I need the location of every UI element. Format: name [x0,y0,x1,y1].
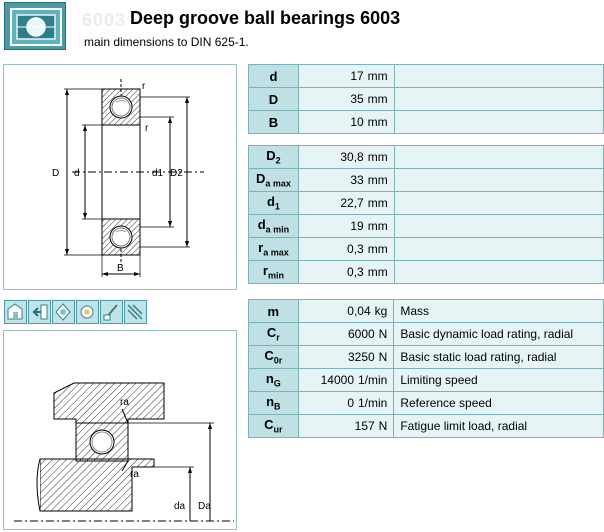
symbol-text: m [267,303,280,319]
value-text: 35 [350,92,364,106]
symbol-text: D [255,171,266,187]
value-text: 157 [354,419,375,433]
symbol-cell [249,192,299,215]
value-cell [298,146,394,169]
symbol-subscript: r [276,332,280,343]
description-cell: Mass [394,300,604,323]
symbol-text: d [266,194,275,210]
label-B: B [117,263,124,274]
rating-row [249,392,604,415]
value-text: 17 [350,69,364,83]
symbol-cell [249,238,299,261]
symbol-cell [249,169,299,192]
value-text: 0,04 [347,304,371,318]
value-cell [298,65,394,88]
unit-text: mm [367,92,388,106]
mounting-icon[interactable] [100,300,123,324]
value-text: 10 [350,115,364,129]
symbol-subscript: B [274,401,281,412]
unit-text: N [378,327,388,341]
symbol-subscript: a max [263,247,289,258]
symbol-subscript: G [273,378,281,389]
page-title: Deep groove ball bearings 6003 [130,8,401,28]
bearing-section-drawing [4,65,236,289]
label-Da: Da [198,501,211,512]
description-cell [394,192,603,215]
rating-row [249,300,604,323]
symbol-text: C [264,417,274,433]
symbol-subscript: 1 [274,201,280,212]
value-cell [298,323,394,346]
unit-text: mm [367,196,388,210]
value-cell [298,192,394,215]
bearing-logo-icon [5,3,67,51]
description-cell [394,111,603,134]
value-cell [298,238,394,261]
symbol-subscript: a max [265,178,291,189]
description-cell: Fatigue limit load, radial [394,415,604,438]
symbol-text: n [265,371,274,387]
unit-text: N [378,419,388,433]
symbol-cell [249,111,299,134]
unit-text: mm [367,115,388,129]
other-dimension-row [249,192,604,215]
rating-row [249,369,604,392]
description-cell [394,238,603,261]
symbol-cell [249,300,299,323]
value-text: 22,7 [340,196,364,210]
symbol-cell [249,65,299,88]
symbol-cell [249,215,299,238]
value-text: 0,3 [347,242,364,256]
value-text: 6000 [347,327,375,341]
symbol-cell [249,323,299,346]
label-D: D [52,168,60,179]
value-cell [298,300,394,323]
ratings-table [248,299,604,438]
symbol-text: r [262,263,268,279]
symbol-cell [249,146,299,169]
symbol-text: D [268,91,279,107]
label-d: d [74,168,80,179]
rating-row [249,323,604,346]
value-text: 3250 [347,350,375,364]
label-ra-top: ra [120,397,129,408]
description-cell: Reference speed [394,392,604,415]
other-dimensions-table [248,145,604,284]
value-text: 33 [350,173,364,187]
label-d1: d1 [152,168,164,179]
description-cell: Limiting speed [394,369,604,392]
main-dimension-row [249,111,604,134]
description-cell [394,65,603,88]
unit-text: mm [367,150,388,164]
unit-text: mm [367,173,388,187]
description-cell: Basic static load rating, radial [394,346,604,369]
unit-text: kg [374,304,388,318]
symbol-cell [249,261,299,284]
value-text: 30,8 [340,150,364,164]
symbol-text: d [257,217,266,233]
print-icon[interactable] [124,300,147,324]
description-cell [394,215,603,238]
symbol-cell [249,369,299,392]
unit-text: mm [367,219,388,233]
main-dimensions-table [248,64,604,134]
unit-text: 1/min [358,373,388,387]
main-dimension-row [249,65,604,88]
unit-text: N [378,350,388,364]
view-nav-bar [4,300,147,324]
symbol-subscript: a min [265,224,290,235]
bearing-drawing-panel [3,64,237,290]
rating-row [249,415,604,438]
label-r-inner: r [145,123,149,134]
value-cell [298,261,394,284]
value-cell [298,415,394,438]
page-subtitle: main dimensions to DIN 625-1. [84,35,249,49]
value-cell [298,88,394,111]
value-cell [298,369,394,392]
back-view-icon[interactable] [28,300,51,324]
unit-text: mm [367,265,388,279]
logo [4,2,66,50]
unit-text: mm [367,242,388,256]
value-text: 19 [350,219,364,233]
symbol-text: D [266,148,276,164]
symbol-text: r [258,240,264,256]
symbol-subscript: 0r [273,355,283,366]
symbol-cell [249,392,299,415]
value-cell [298,392,394,415]
symbol-subscript: ur [273,424,283,435]
value-text: 0 [347,396,354,410]
label-ra-bottom: ra [130,469,139,480]
symbol-text: n [266,394,275,410]
label-D2: D2 [170,168,183,179]
description-cell [394,146,603,169]
description-cell [394,261,603,284]
other-dimension-row [249,215,604,238]
other-dimension-row [249,146,604,169]
value-cell [298,215,394,238]
description-cell [394,169,603,192]
symbol-text: C [264,348,274,364]
other-dimension-row [249,169,604,192]
symbol-cell [249,346,299,369]
symbol-cell [249,415,299,438]
value-text: 14000 [320,373,354,387]
symbol-subscript: min [267,270,284,281]
front-view-icon[interactable] [4,300,27,324]
value-text: 0,3 [347,265,364,279]
description-cell [394,88,603,111]
label-da: da [174,501,186,512]
symbol-cell [249,88,299,111]
rating-row [249,346,604,369]
other-dimension-row [249,261,604,284]
unit-text: 1/min [358,396,388,410]
main-dimension-row [249,88,604,111]
mounting-drawing-panel [3,330,237,530]
value-cell [298,111,394,134]
symbol-text: C [266,325,277,341]
symbol-text: B [268,114,279,130]
unit-text: mm [367,69,388,83]
zoom-view-icon[interactable] [52,300,75,324]
value-cell [298,346,394,369]
accessories-icon[interactable] [76,300,99,324]
mounting-drawing [4,331,236,529]
symbol-subscript: 2 [275,155,281,166]
value-cell [298,169,394,192]
other-dimension-row [249,238,604,261]
description-cell: Basic dynamic load rating, radial [394,323,604,346]
symbol-text: d [269,68,278,84]
label-r-top: r [142,81,146,92]
ghost-title: 6003 [82,10,127,30]
